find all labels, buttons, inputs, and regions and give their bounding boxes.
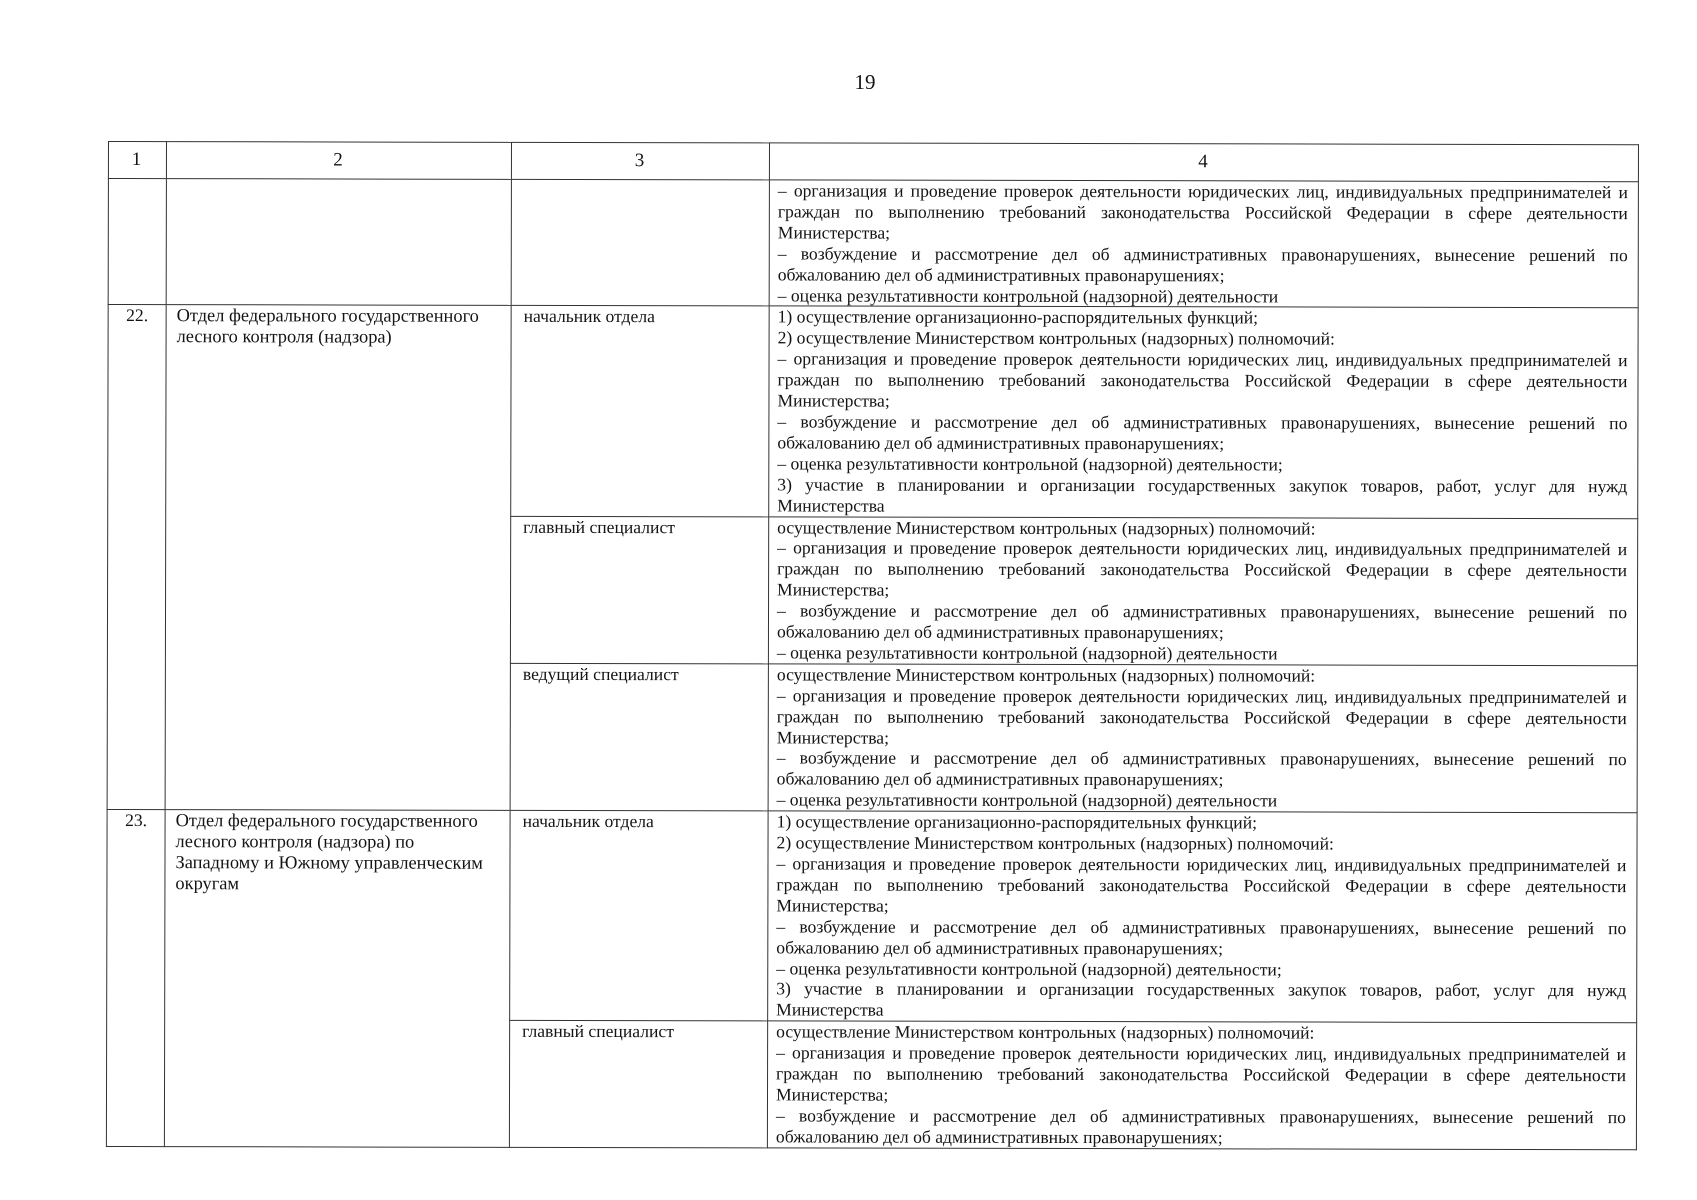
column-header-1: 1 [108, 142, 166, 179]
position-cell: ведущий специалист [510, 663, 768, 811]
duty-line: – возбуждение и рассмотрение дел об административных правонарушениях, вынесение решений по обжалованию дел об административных правонарушениях; [777, 243, 1628, 285]
duty-line: – возбуждение и рассмотрение дел об административных правонарушениях, вынесение решений по обжалованию дел об административных правонарушениях; [777, 411, 1628, 454]
position-cell: главный специалист [510, 516, 768, 664]
duty-line: осуществление Министерством контрольных (надзорных) полномочий: [776, 1021, 1315, 1043]
duties-cell [768, 811, 1637, 1023]
duties-cell [769, 306, 1638, 518]
duties-cell [769, 180, 1638, 308]
department-cell: Отдел федерального государственного лесного контроля (надзора) по Западному и Южному управленческим округам [164, 810, 510, 1147]
duty-line: – оценка результативности контрольной (надзорной) деятельности [776, 789, 1278, 811]
duty-line: – организация и проведение проверок деятельности юридических лиц, индивидуальных предпринимателей и граждан по выполнению требований законодательства Российской Федерации в сфере деятельности Министерства; [776, 853, 1627, 916]
column-header-2: 2 [166, 142, 511, 180]
duty-line: – оценка результативности контрольной (надзорной) деятельности [777, 284, 1279, 306]
duties-cell [768, 664, 1637, 813]
duty-line: – организация и проведение проверок деятельности юридических лиц, индивидуальных предпринимателей и граждан по выполнению требований законодательства Российской Федерации в сфере деятельности Министерства; [777, 180, 1628, 243]
page-number: 19 [854, 70, 876, 94]
position-cell: начальник отдела [510, 811, 768, 1022]
duty-line: 1) осуществление организационно-распорядительных функций; [776, 811, 1258, 833]
position-cell [511, 179, 769, 306]
duties-cell [768, 516, 1637, 665]
duty-line: 3) участие в планировании и организации государственных закупок товаров, работ, услуг для нужд Министерства [776, 978, 1627, 1020]
duty-line: – оценка результативности контрольной (надзорной) деятельности [776, 642, 1278, 664]
row-number-cell: 23. [106, 810, 165, 1147]
duty-line: 2) осуществление Министерством контрольных (надзорных) полномочий: [777, 327, 1335, 349]
duty-line: – возбуждение и рассмотрение дел об административных правонарушениях, вынесение решений по обжалованию дел об административных правонарушениях; [776, 747, 1627, 790]
duty-line: 1) осуществление организационно-распорядительных функций; [777, 306, 1259, 328]
duties-cell [767, 1021, 1636, 1149]
duty-line: осуществление Министерством контрольных (надзорных) полномочий: [776, 664, 1316, 686]
table-row [108, 305, 1638, 518]
duty-line: – организация и проведение проверок деятельности юридических лиц, индивидуальных предпринимателей и граждан по выполнению требований законодательства Российской Федерации в сфере деятельности Министерства; [775, 1042, 1627, 1105]
table-row [107, 810, 1637, 1023]
duty-line: – оценка результативности контрольной (надзорной) деятельности; [776, 957, 1282, 979]
row-number-cell [108, 179, 166, 306]
duty-line: – организация и проведение проверок деятельности юридических лиц, индивидуальных предпринимателей и граждан по выполнению требований законодательства Российской Федерации в сфере деятельности Министерства; [777, 537, 1628, 600]
duty-line: 3) участие в планировании и организации государственных закупок товаров, работ, услуг для нужд Министерства [777, 474, 1628, 516]
duty-line: – организация и проведение проверок деятельности юридических лиц, индивидуальных предпринимателей и граждан по выполнению требований законодательства Российской Федерации в сфере деятельности Министерства; [777, 348, 1628, 411]
department-cell: Отдел федерального государственного лесного контроля (надзора) [165, 305, 511, 810]
duty-line: – организация и проведение проверок деятельности юридических лиц, индивидуальных предпринимателей и граждан по выполнению требований законодательства Российской Федерации в сфере деятельности Министерства; [776, 685, 1627, 748]
duty-line: – возбуждение и рассмотрение дел об административных правонарушениях, вынесение решений по обжалованию дел об административных правонарушениях; [776, 600, 1628, 643]
positions-table [106, 141, 1639, 1150]
table-row [108, 179, 1638, 309]
table-header-row [108, 142, 1638, 182]
department-cell [166, 179, 511, 306]
column-header-4: 4 [769, 143, 1638, 182]
duty-line: осуществление Министерством контрольных (надзорных) полномочий: [777, 516, 1316, 539]
position-cell: главный специалист [509, 1021, 767, 1148]
column-header-3: 3 [511, 142, 769, 180]
duty-line: 2) осуществление Министерством контрольных (надзорных) полномочий: [776, 832, 1334, 854]
position-cell: начальник отдела [511, 306, 769, 517]
duty-line: – оценка результативности контрольной (надзорной) деятельности; [777, 453, 1283, 475]
duty-line: – возбуждение и рассмотрение дел об административных правонарушениях, вынесение решений по обжалованию дел об административных правонарушениях; [776, 916, 1627, 958]
row-number-cell: 22. [107, 305, 166, 810]
duty-line: – возбуждение и рассмотрение дел об административных правонарушениях, вынесение решений по обжалованию дел об административных правонарушениях; [775, 1105, 1626, 1148]
